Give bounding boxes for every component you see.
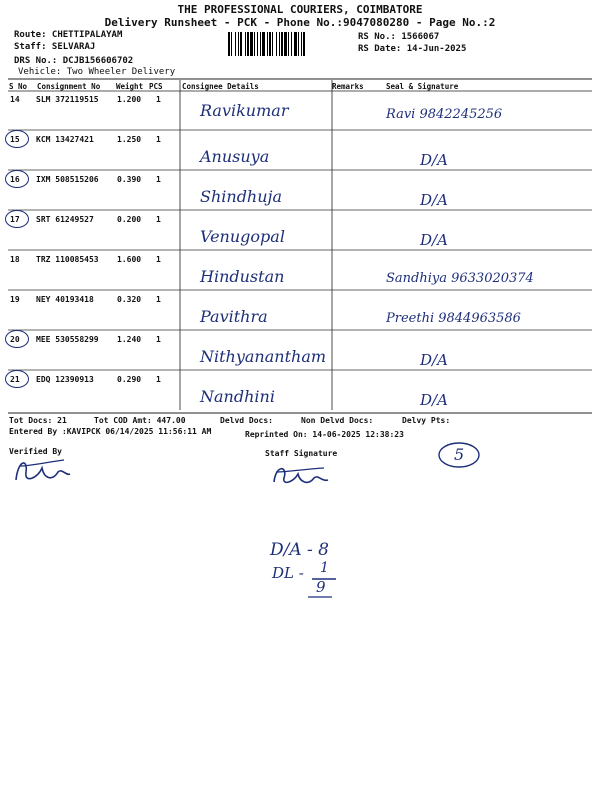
row-weight: 1.600 xyxy=(117,255,142,264)
table-row xyxy=(0,253,600,293)
row-weight: 1.240 xyxy=(117,335,142,344)
dl-note: DL - xyxy=(272,564,304,582)
row-seal-signature: D/A xyxy=(420,191,448,209)
verifier-signature xyxy=(8,450,78,490)
row-seal-signature: Ravi 9842245256 xyxy=(386,107,503,122)
col-pcs-header: PCS xyxy=(149,82,163,91)
staff-signature xyxy=(266,460,336,490)
row-weight: 0.320 xyxy=(117,295,142,304)
row-consignment-no: KCM 13427421 xyxy=(36,135,94,144)
row-consignment-no: IXM 508515206 xyxy=(36,175,99,184)
table-row xyxy=(0,213,600,253)
da-count-note: D/A - 8 xyxy=(270,540,330,560)
row-pcs: 1 xyxy=(156,175,161,184)
row-sno: 20 xyxy=(10,335,20,344)
table-row xyxy=(0,293,600,333)
row-seal-signature: Preethi 9844963586 xyxy=(386,311,521,326)
drs-number: DRS No.: DCJB156606702 xyxy=(14,56,134,66)
row-seal-signature: D/A xyxy=(420,231,448,249)
company-title: THE PROFESSIONAL COURIERS, COIMBATORE xyxy=(177,3,423,16)
row-pcs: 1 xyxy=(156,335,161,344)
sno-circle-mark xyxy=(5,370,29,388)
row-consignment-no: NEY 40193418 xyxy=(36,295,94,304)
row-sno: 18 xyxy=(10,255,20,264)
row-weight: 1.250 xyxy=(117,135,142,144)
fraction-underline xyxy=(306,594,336,600)
verified-by-label: Verified By xyxy=(9,447,62,456)
rs-date: RS Date: 14-Jun-2025 xyxy=(358,44,467,54)
row-consignment-no: EDQ 12390913 xyxy=(36,375,94,384)
row-sno: 17 xyxy=(10,215,20,224)
delivered-docs: Delvd Docs: xyxy=(220,416,273,425)
col-weight-header: Weight xyxy=(116,82,144,91)
row-seal-signature: D/A xyxy=(420,351,448,369)
row-consignment-no: SRT 61249527 xyxy=(36,215,94,224)
row-consignment-no: MEE 530558299 xyxy=(36,335,99,344)
row-pcs: 1 xyxy=(156,255,161,264)
delivery-points: Delvy Pts: xyxy=(402,416,451,425)
col-consignment-header: Consignment No xyxy=(37,82,101,91)
fraction-denominator: 9 xyxy=(316,578,326,596)
row-consignment-no: SLM 372119515 xyxy=(36,95,99,104)
row-pcs: 1 xyxy=(156,215,161,224)
row-weight: 0.290 xyxy=(117,375,142,384)
row-seal-signature: Sandhiya 9633020374 xyxy=(386,271,534,286)
col-seal-header: Seal & Signature xyxy=(386,82,459,91)
col-sno-header: S No xyxy=(9,82,28,91)
table-row xyxy=(0,133,600,173)
sno-circle-mark xyxy=(5,210,29,228)
entered-by: Entered By :KAVIPCK 06/14/2025 11:56:11 AM xyxy=(9,427,212,436)
row-consignee-handwritten: Nandhini xyxy=(200,387,275,406)
row-sno: 14 xyxy=(10,95,20,104)
row-consignee-handwritten: Hindustan xyxy=(200,267,285,286)
row-sno: 15 xyxy=(10,135,20,144)
route-text: Route: CHETTIPALAYAM xyxy=(14,30,123,40)
table-row xyxy=(0,93,600,133)
staff-signature-label: Staff Signature xyxy=(265,449,338,458)
sno-circle-mark xyxy=(5,330,29,348)
row-weight: 1.200 xyxy=(117,95,142,104)
row-consignee-handwritten: Nithyanantham xyxy=(200,347,327,366)
row-seal-signature: D/A xyxy=(420,151,448,169)
row-consignee-handwritten: Anusuya xyxy=(200,147,270,166)
row-weight: 0.200 xyxy=(117,215,142,224)
sno-circle-mark xyxy=(5,130,29,148)
row-sno: 21 xyxy=(10,375,20,384)
row-pcs: 1 xyxy=(156,135,161,144)
non-delivered-docs: Non Delvd Docs: xyxy=(301,416,374,425)
row-consignee-handwritten: Shindhuja xyxy=(200,187,283,206)
row-pcs: 1 xyxy=(156,295,161,304)
row-consignee-handwritten: Pavithra xyxy=(200,307,268,326)
col-consignee-header: Consignee Details xyxy=(182,82,259,91)
row-weight: 0.390 xyxy=(117,175,142,184)
row-pcs: 1 xyxy=(156,95,161,104)
row-seal-signature: D/A xyxy=(420,391,448,409)
row-sno: 19 xyxy=(10,295,20,304)
table-row xyxy=(0,173,600,213)
sno-circle-mark xyxy=(5,170,29,188)
rs-number: RS No.: 1566067 xyxy=(358,32,440,42)
table-row xyxy=(0,333,600,373)
reprinted-on: Reprinted On: 14-06-2025 12:38:23 xyxy=(245,430,404,439)
vehicle-text: Vehicle: Two Wheeler Delivery xyxy=(18,67,176,77)
row-consignee-handwritten: Ravikumar xyxy=(200,101,289,120)
row-consignment-no: TRZ 110085453 xyxy=(36,255,99,264)
total-docs: Tot Docs: 21 xyxy=(9,416,67,425)
total-cod-amount: Tot COD Amt: 447.00 xyxy=(94,416,186,425)
table-row xyxy=(0,373,600,413)
row-sno: 16 xyxy=(10,175,20,184)
row-consignee-handwritten: Venugopal xyxy=(200,227,285,246)
circled-count-value: 5 xyxy=(454,445,465,464)
col-remarks-header: Remarks xyxy=(332,82,364,91)
staff-text: Staff: SELVARAJ xyxy=(14,42,96,52)
row-pcs: 1 xyxy=(156,375,161,384)
fraction-numerator: 1 xyxy=(320,560,329,576)
runsheet-subtitle: Delivery Runsheet - PCK - Phone No.:9047080280 - Page No.:2 xyxy=(104,16,496,29)
